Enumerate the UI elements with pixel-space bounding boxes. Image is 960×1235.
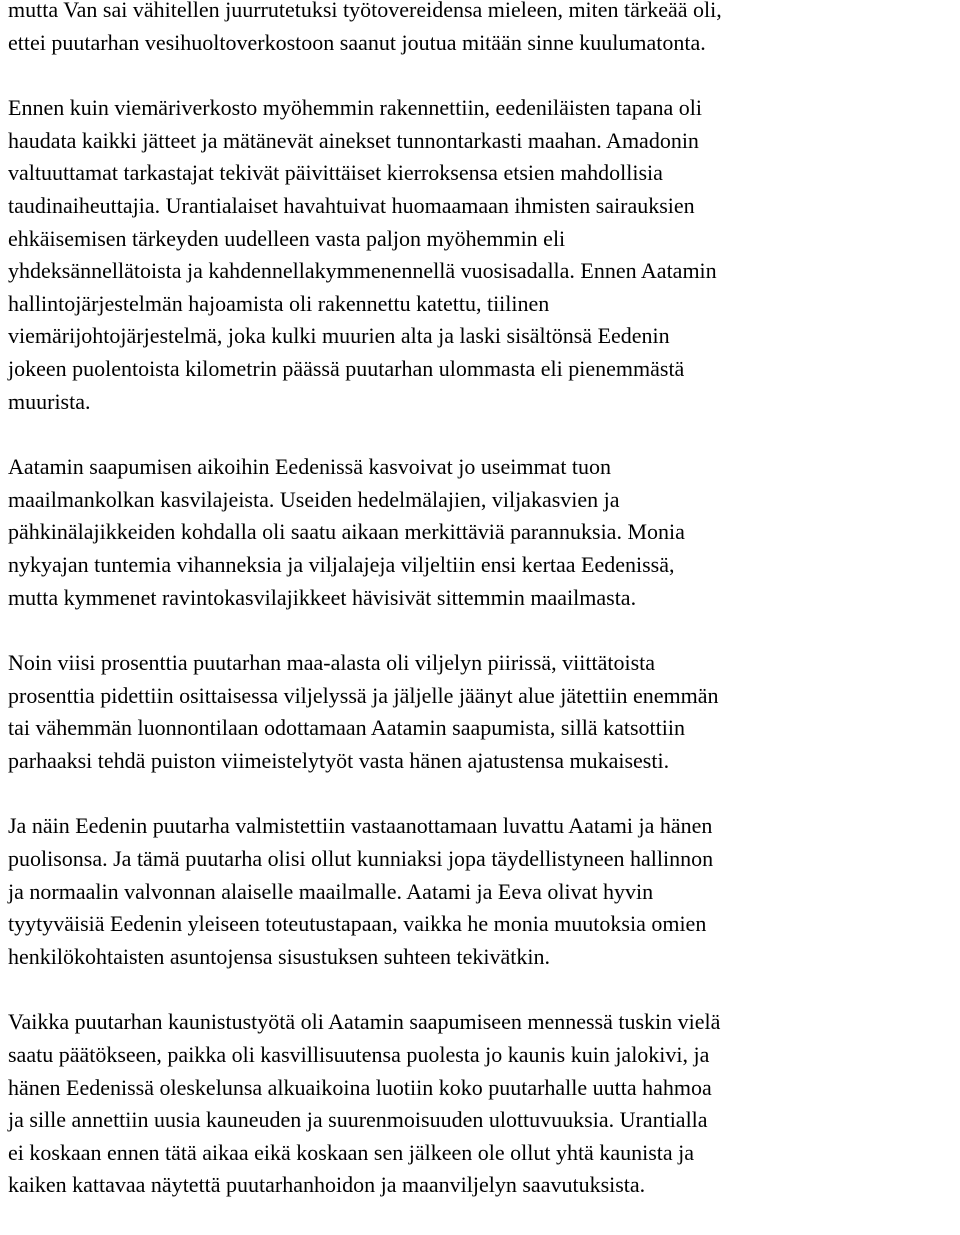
text-line: taudinaiheuttajia. Urantialaiset havahtuivat huomaamaan ihmisten sairauksien <box>8 192 695 218</box>
text-line: maailmankolkan kasvilajeista. Useiden hedelmälajien, viljakasvien ja <box>8 486 620 512</box>
paragraph-6 <box>8 1006 956 1202</box>
text-line: saatu päätökseen, paikka oli kasvillisuutensa puolesta jo kaunis kuin jalokivi, ja <box>8 1042 710 1068</box>
text-line: ei koskaan ennen tätä aikaa eikä koskaan sen jälkeen ole ollut yhtä kaunista ja <box>8 1139 695 1165</box>
text-line: mutta kymmenet ravintokasvilajikkeet hävisivät sittemmin maailmasta. <box>8 584 637 610</box>
text-line: ja sille annettiin uusia kauneuden ja suurenmoisuuden ulottuvuuksia. Urantialla <box>8 1107 708 1133</box>
text-line: Noin viisi prosenttia puutarhan maa-alasta oli viljelyn piirissä, viittätoista <box>8 650 656 676</box>
paragraph-1 <box>8 0 956 59</box>
text-line: ettei puutarhan vesihuoltoverkostoon saanut joutua mitään sinne kuulumatonta. <box>8 29 706 55</box>
text-line: ja normaalin valvonnan alaiselle maailmalle. Aatami ja Eeva olivat hyvin <box>8 878 654 904</box>
text-line: yhdeksännellätoista ja kahdennellakymmenennellä vuosisadalla. Ennen Aatamin <box>8 258 717 284</box>
text-line: hallintojärjestelmän hajoamista oli rakennettu katettu, tiilinen <box>8 290 550 316</box>
text-line: Aatamin saapumisen aikoihin Eedenissä kasvoivat jo useimmat tuon <box>8 454 612 480</box>
text-line: Ja näin Eedenin puutarha valmistettiin vastaanottamaan luvattu Aatami ja hänen <box>8 813 713 839</box>
text-line: mutta Van sai vähitellen juurrutetuksi työtovereidensa mieleen, miten tärkeää oli, <box>8 0 722 22</box>
text-line: muurista. <box>8 388 91 414</box>
text-line: prosenttia pidettiin osittaisessa viljelyssä ja jäljelle jäänyt alue jätettiin enemmän <box>8 682 719 708</box>
text-line: hänen Eedenissä oleskelunsa alkuaikoina luotiin koko puutarhalle uutta hahmoa <box>8 1074 712 1100</box>
paragraph-3 <box>8 451 956 614</box>
paragraph-2 <box>8 92 956 418</box>
text-line: valtuuttamat tarkastajat tekivät päivittäiset kierroksensa etsien mahdollisia <box>8 160 663 186</box>
text-line: haudata kaikki jätteet ja mätänevät ainekset tunnontarkasti maahan. Amadonin <box>8 127 699 153</box>
document-page <box>8 0 956 1235</box>
text-line: pähkinälajikkeiden kohdalla oli saatu aikaan merkittäviä parannuksia. Monia <box>8 519 685 545</box>
text-line: Ennen kuin viemäriverkosto myöhemmin rakennettiin, eedeniläisten tapana oli <box>8 95 703 121</box>
text-line: viemärijohtojärjestelmä, joka kulki muurien alta ja laski sisältönsä Eedenin <box>8 323 670 349</box>
text-line: nykyajan tuntemia vihanneksia ja viljalajeja viljeltiin ensi kertaa Eedenissä, <box>8 551 675 577</box>
text-line: jokeen puolentoista kilometrin päässä puutarhan ulommasta eli pienemmästä <box>8 355 685 381</box>
text-line: henkilökohtaisten asuntojensa sisustuksen suhteen tekivätkin. <box>8 943 550 969</box>
text-line: parhaaksi tehdä puiston viimeistelytyöt vasta hänen ajatustensa mukaisesti. <box>8 747 670 773</box>
paragraph-4 <box>8 647 956 777</box>
text-line: puolisonsa. Ja tämä puutarha olisi ollut kunniaksi jopa täydellistyneen hallinnon <box>8 846 714 872</box>
text-line: kaiken kattavaa näytettä puutarhanhoidon ja maanviljelyn saavutuksista. <box>8 1172 646 1198</box>
text-line: tyytyväisiä Eedenin yleiseen toteutustapaan, vaikka he monia muutoksia omien <box>8 911 707 937</box>
text-line: Vaikka puutarhan kaunistustyötä oli Aatamin saapumiseen mennessä tuskin vielä <box>8 1009 721 1035</box>
text-line: tai vähemmän luonnontilaan odottamaan Aatamin saapumista, sillä katsottiin <box>8 715 685 741</box>
text-line: ehkäisemisen tärkeyden uudelleen vasta paljon myöhemmin eli <box>8 225 566 251</box>
paragraph-5 <box>8 810 956 973</box>
